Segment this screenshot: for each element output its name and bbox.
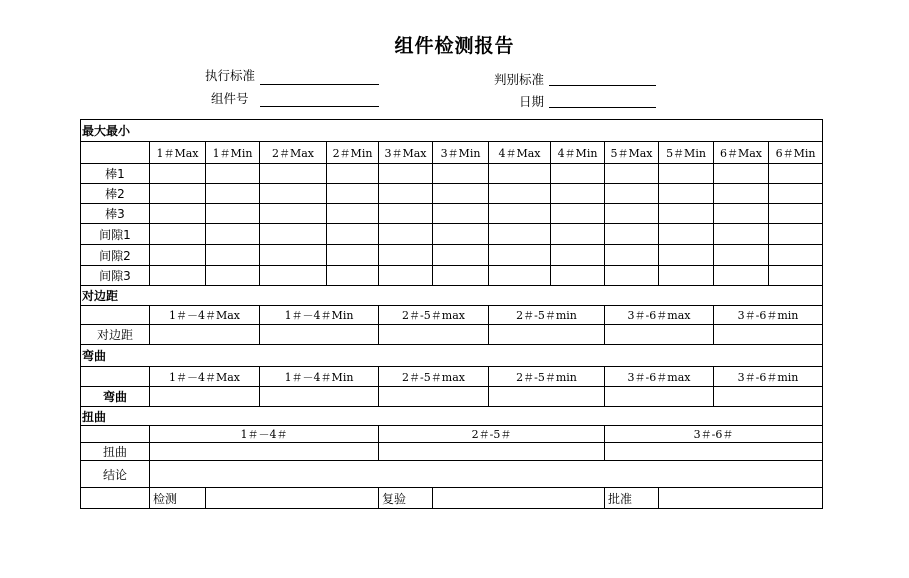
data-cell[interactable] [206,184,260,204]
data-cell[interactable] [489,184,551,204]
blank-cell [81,367,150,387]
recheck-signature-field[interactable] [433,488,605,509]
data-cell[interactable] [769,266,823,286]
data-cell[interactable] [551,245,605,266]
col-header: 4＃Min [551,142,605,164]
row-label: 对边距 [81,325,150,345]
col-header: 2＃-5＃max [379,306,489,325]
data-cell[interactable] [379,204,433,224]
report-table [80,119,823,509]
data-cell[interactable] [379,184,433,204]
data-cell[interactable] [714,245,769,266]
data-cell[interactable] [206,266,260,286]
data-cell[interactable] [379,164,433,184]
data-cell[interactable] [659,245,714,266]
data-cell[interactable] [659,224,714,245]
data-cell[interactable] [489,204,551,224]
data-cell[interactable] [605,266,659,286]
col-header: 5＃Min [659,142,714,164]
data-cell[interactable] [260,204,327,224]
data-cell[interactable] [260,184,327,204]
date-field[interactable] [549,107,656,108]
conclusion-label: 结论 [81,461,150,488]
col-header: 2＃-5＃max [379,367,489,387]
data-cell[interactable] [714,325,823,345]
col-header: 1＃－4＃Max [150,306,260,325]
data-cell[interactable] [489,387,605,407]
data-cell[interactable] [714,204,769,224]
data-cell[interactable] [605,245,659,266]
col-header: 1＃－4＃Min [260,306,379,325]
data-cell[interactable] [605,164,659,184]
exec-standard-field[interactable] [260,84,379,85]
judge-standard-field[interactable] [549,85,656,86]
data-cell[interactable] [489,245,551,266]
inspect-signature-field[interactable] [206,488,379,509]
date-label: 日期 [519,94,545,109]
col-header: 2＃-5＃ [379,426,605,443]
data-cell[interactable] [379,443,605,461]
data-cell[interactable] [489,266,551,286]
data-cell[interactable] [150,325,260,345]
col-header: 2＃Min [327,142,379,164]
col-header: 5＃Max [605,142,659,164]
row-label: 扭曲 [81,443,150,461]
col-header: 6＃Min [769,142,823,164]
data-cell[interactable] [714,224,769,245]
data-cell[interactable] [605,387,714,407]
data-cell[interactable] [489,325,605,345]
col-header: 3＃-6＃max [605,306,714,325]
page-title: 组件检测报告 [394,35,515,57]
data-cell[interactable] [769,224,823,245]
data-cell[interactable] [433,224,489,245]
col-header: 3＃-6＃min [714,306,823,325]
data-cell[interactable] [260,325,379,345]
data-cell[interactable] [605,204,659,224]
section-twist-title: 扭曲 [81,407,823,426]
data-cell[interactable] [150,204,206,224]
col-header: 6＃Max [714,142,769,164]
data-cell[interactable] [150,266,206,286]
data-cell[interactable] [551,204,605,224]
section-max-min-title: 最大最小 [81,120,823,142]
row-label: 棒2 [81,184,150,204]
col-header: 3＃Max [379,142,433,164]
data-cell[interactable] [769,184,823,204]
data-cell[interactable] [150,387,260,407]
section-opposite-title: 对边距 [81,286,823,306]
data-cell[interactable] [659,184,714,204]
data-cell[interactable] [714,164,769,184]
approve-label: 批准 [605,488,659,509]
data-cell[interactable] [327,245,379,266]
data-cell[interactable] [327,164,379,184]
data-cell[interactable] [379,387,489,407]
inspect-label: 检测 [150,488,206,509]
col-header: 2＃Max [260,142,327,164]
blank-cell [81,306,150,325]
blank-cell [81,142,150,164]
col-header: 3＃-6＃max [605,367,714,387]
col-header: 1＃Min [206,142,260,164]
data-cell[interactable] [150,184,206,204]
col-header: 2＃-5＃min [489,367,605,387]
data-cell[interactable] [769,164,823,184]
judge-standard-label: 判别标准 [494,72,545,87]
exec-standard-label: 执行标准 [205,68,256,83]
data-cell[interactable] [714,184,769,204]
data-cell[interactable] [433,266,489,286]
component-no-label: 组件号 [211,91,249,106]
data-cell[interactable] [260,245,327,266]
data-cell[interactable] [551,224,605,245]
data-cell[interactable] [769,245,823,266]
col-header: 4＃Max [489,142,551,164]
data-cell[interactable] [206,245,260,266]
col-header: 3＃-6＃ [605,426,823,443]
data-cell[interactable] [327,204,379,224]
conclusion-field[interactable] [150,461,823,488]
data-cell[interactable] [327,224,379,245]
data-cell[interactable] [433,164,489,184]
row-label: 间隙3 [81,266,150,286]
data-cell[interactable] [659,266,714,286]
row-label: 间隙1 [81,224,150,245]
data-cell[interactable] [150,224,206,245]
blank-cell [81,426,150,443]
data-cell[interactable] [659,204,714,224]
data-cell[interactable] [433,245,489,266]
data-cell[interactable] [551,164,605,184]
row-label: 棒1 [81,164,150,184]
data-cell[interactable] [659,164,714,184]
data-cell[interactable] [551,184,605,204]
data-cell[interactable] [605,325,714,345]
col-header: 3＃-6＃min [714,367,823,387]
data-cell[interactable] [605,184,659,204]
col-header: 1＃Max [150,142,206,164]
data-cell[interactable] [489,224,551,245]
data-cell[interactable] [551,266,605,286]
data-cell[interactable] [150,443,379,461]
data-cell[interactable] [150,164,206,184]
data-cell[interactable] [206,164,260,184]
component-no-field[interactable] [260,106,379,107]
data-cell[interactable] [714,387,823,407]
data-cell[interactable] [379,325,489,345]
data-cell[interactable] [379,224,433,245]
data-cell[interactable] [605,443,823,461]
data-cell[interactable] [714,266,769,286]
col-header: 3＃Min [433,142,489,164]
data-cell[interactable] [260,164,327,184]
row-label: 间隙2 [81,245,150,266]
col-header: 2＃-5＃min [489,306,605,325]
data-cell[interactable] [327,184,379,204]
data-cell[interactable] [260,224,327,245]
blank-cell [81,488,150,509]
data-cell[interactable] [379,245,433,266]
row-label: 弯曲 [81,387,150,407]
data-cell[interactable] [260,266,327,286]
data-cell[interactable] [489,164,551,184]
data-cell[interactable] [260,387,379,407]
row-label: 棒3 [81,204,150,224]
data-cell[interactable] [150,245,206,266]
section-bend-title: 弯曲 [81,345,823,367]
col-header: 1＃－4＃Max [150,367,260,387]
col-header: 1＃－4＃ [150,426,379,443]
data-cell[interactable] [327,266,379,286]
data-cell[interactable] [379,266,433,286]
recheck-label: 复验 [379,488,433,509]
data-cell[interactable] [206,224,260,245]
data-cell[interactable] [605,224,659,245]
data-cell[interactable] [433,204,489,224]
col-header: 1＃－4＃Min [260,367,379,387]
data-cell[interactable] [769,204,823,224]
data-cell[interactable] [433,184,489,204]
data-cell[interactable] [206,204,260,224]
approve-signature-field[interactable] [659,488,823,509]
